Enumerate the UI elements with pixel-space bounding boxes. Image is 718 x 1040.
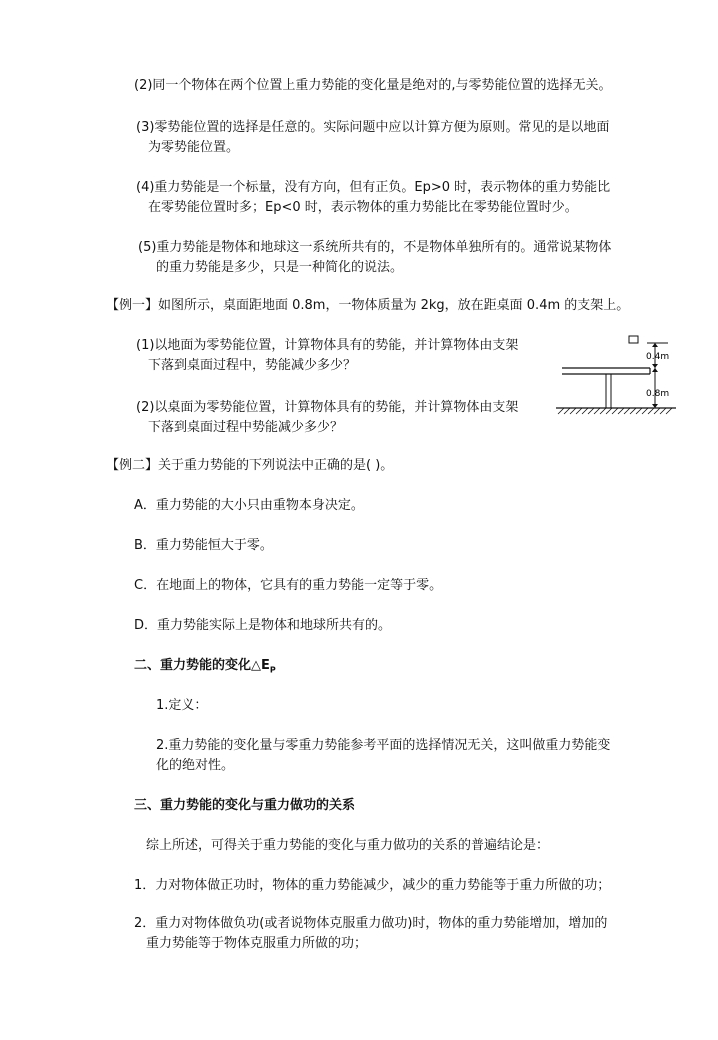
example1-q2-line1: (2)以桌面为零势能位置，计算物体具有的势能，并计算物体由支架 [136, 400, 519, 415]
point-4-line1: (4)重力势能是一个标量，没有方向，但有正负。Ep>0 时，表示物体的重力势能比 [136, 180, 611, 195]
point-3-line2: 为零势能位置。 [148, 140, 240, 155]
section3-conclusion-2-line1: 2．重力对物体做负功(或者说物体克服重力做功)时，物体的重力势能增加，增加的 [134, 916, 608, 931]
section2-heading [134, 656, 276, 681]
point-5-line2: 的重力势能是多少，只是一种简化的说法。 [156, 260, 404, 275]
label-0-4m: 0.4m [646, 352, 670, 362]
example1-q1-line1: (1)以地面为零势能位置，计算物体具有的势能，并计算物体由支架 [136, 338, 519, 353]
example2-title: 【例二】关于重力势能的下列说法中正确的是( )。 [106, 458, 394, 473]
section3-heading: 三、重力势能的变化与重力做功的关系 [134, 798, 356, 813]
section2-item2-line2: 化的绝对性。 [156, 758, 235, 773]
section2-heading-sub: P [269, 665, 276, 675]
point-5-line1: (5)重力势能是物体和地球这一系统所共有的，不是物体单独所有的。通常说某物体 [138, 240, 612, 255]
example2-option-b: B．重力势能恒大于零。 [134, 538, 273, 553]
example2-option-d: D．重力势能实际上是物体和地球所共有的。 [134, 618, 392, 633]
point-4-line2: 在零势能位置时多；Ep<0 时，表示物体的重力势能比在零势能位置时少。 [148, 200, 578, 215]
section3-intro: 综上所述，可得关于重力势能的变化与重力做功的关系的普遍结论是： [146, 838, 550, 853]
example2-option-c: C．在地面上的物体，它具有的重力势能一定等于零。 [134, 578, 443, 593]
label-0-8m: 0.8m [646, 389, 670, 399]
table-support-figure [552, 334, 678, 420]
section2-heading-text: 二、重力势能的变化△E [134, 658, 270, 673]
section3-conclusion-2-line2: 重力势能等于物体克服重力所做的功； [146, 936, 368, 951]
example2-option-a: A．重力势能的大小只由重物本身决定。 [134, 498, 364, 513]
example1-title: 【例一】如图所示，桌面距地面 0.8m，一物体质量为 2kg，放在距桌面 0.4m 的支架上。 [106, 298, 630, 313]
section3-conclusion-1: 1．力对物体做正功时，物体的重力势能减少，减少的重力势能等于重力所做的功； [134, 878, 611, 893]
example1-q1-line2: 下落到桌面过程中，势能减少多少？ [148, 358, 357, 373]
point-2: (2)同一个物体在两个位置上重力势能的变化量是绝对的,与零势能位置的选择无关。 [134, 78, 612, 93]
section2-item1: 1.定义： [156, 698, 208, 713]
example1-q2-line2: 下落到桌面过程中势能减少多少？ [148, 420, 344, 435]
point-3-line1: (3)零势能位置的选择是任意的。实际问题中应以计算方便为原则。常见的是以地面 [136, 120, 610, 135]
section2-item2-line1: 2.重力势能的变化量与零重力势能参考平面的选择情况无关，这叫做重力势能变 [156, 738, 611, 753]
